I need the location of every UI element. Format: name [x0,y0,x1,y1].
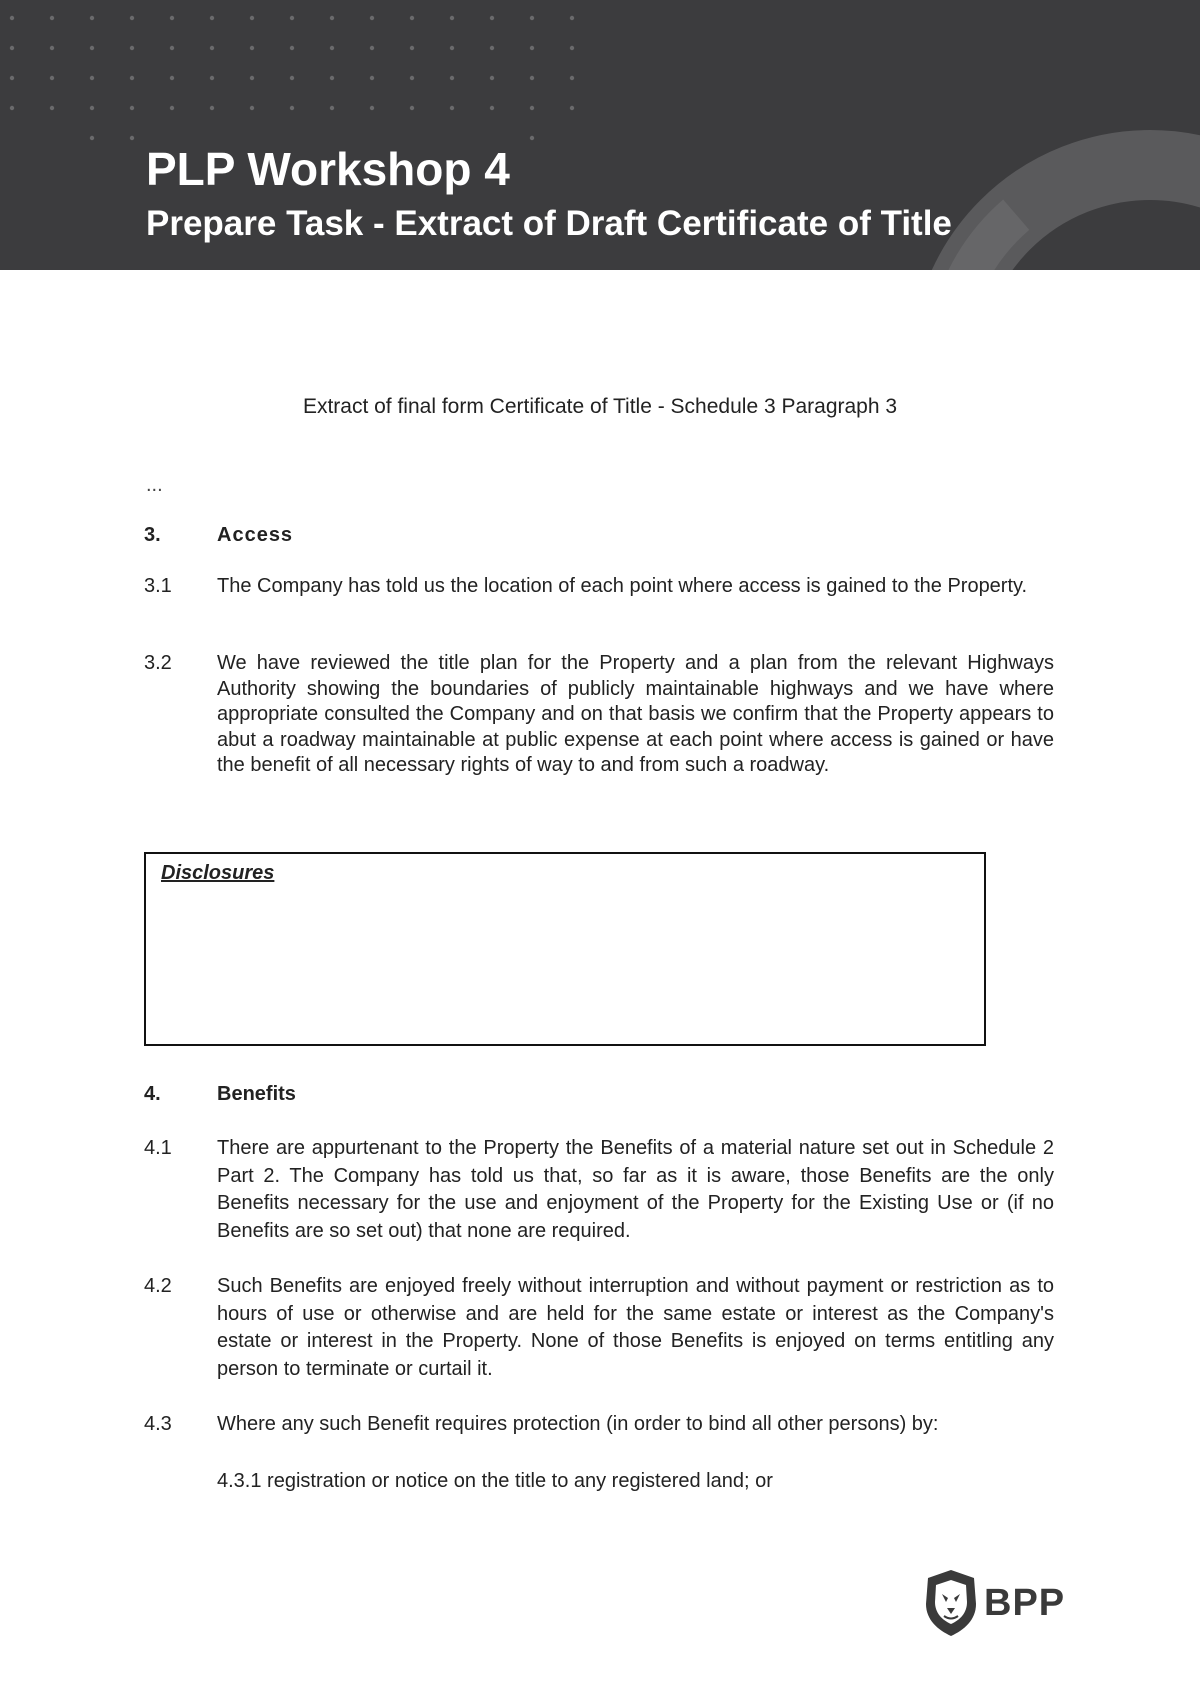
document-heading: Extract of final form Certificate of Title - Schedule 3 Paragraph 3 [302,395,898,418]
paragraph-number: 4.3 [144,1413,172,1435]
paragraph-number: 3.2 [144,652,172,674]
subclause-4-3-1: 4.3.1 registration or notice on the title to any registered land; or [217,1470,773,1492]
page-subtitle: Prepare Task - Extract of Draft Certificate of Title [146,204,952,243]
paragraph-text: We have reviewed the title plan for the Property and a plan from the relevant Highways Authority showing the boundaries of publicly maintainable highways and we have where appropriate consulted the Company and on that basis we confirm that the Property appears to abut a roadway maintainable at public expense at each point where access is gained or have the benefit of all necessary rights of way to and from such a roadway. [217,652,1054,776]
section-number: 4. [144,1083,161,1105]
paragraph-text: There are appurtenant to the Property the Benefits of a material nature set out in Schedule 2 Part 2. The Company has told us that, so far as it is aware, those Benefits are the only Benefits necessary for the use and enjoyment of the Property for the Existing Use or (if no Benefits are so set out) that none are required. [217,1137,1054,1242]
header-banner [0,0,1200,270]
paragraph-number: 4.2 [144,1275,172,1297]
section-3-heading [144,524,293,547]
paragraph-text: Where any such Benefit requires protection (in order to bind all other persons) by: [217,1413,939,1435]
paragraph-number: 4.1 [144,1137,172,1159]
paragraph-number: 3.1 [144,575,172,597]
bpp-logo [922,1568,1066,1638]
section-title: Access [217,524,294,546]
disclosures-box [144,852,986,1046]
paragraph-4-1 [144,1135,1054,1245]
ellipsis-marker: ... [146,474,163,496]
disclosures-label: Disclosures [161,862,275,884]
section-4-heading [144,1083,296,1106]
lion-shield-icon [922,1568,980,1638]
paragraph-text: The Company has told us the location of each point where access is gained to the Property. [217,575,1028,597]
paragraph-text: Such Benefits are enjoyed freely without interruption and without payment or restriction as to hours of use or otherwise and are held for the same estate or interest as the Company's estate or interest in the Property. None of those Benefits is enjoyed on terms entitling any person to terminate or curtail it. [217,1275,1054,1380]
section-title: Benefits [217,1083,296,1105]
paragraph-3-1 [144,574,1054,600]
paragraph-3-2 [144,651,1054,779]
page-title: PLP Workshop 4 [146,143,510,195]
paragraph-4-2 [144,1273,1054,1383]
section-number: 3. [144,524,161,546]
paragraph-4-3 [144,1411,1054,1439]
logo-text: BPP [984,1582,1066,1624]
